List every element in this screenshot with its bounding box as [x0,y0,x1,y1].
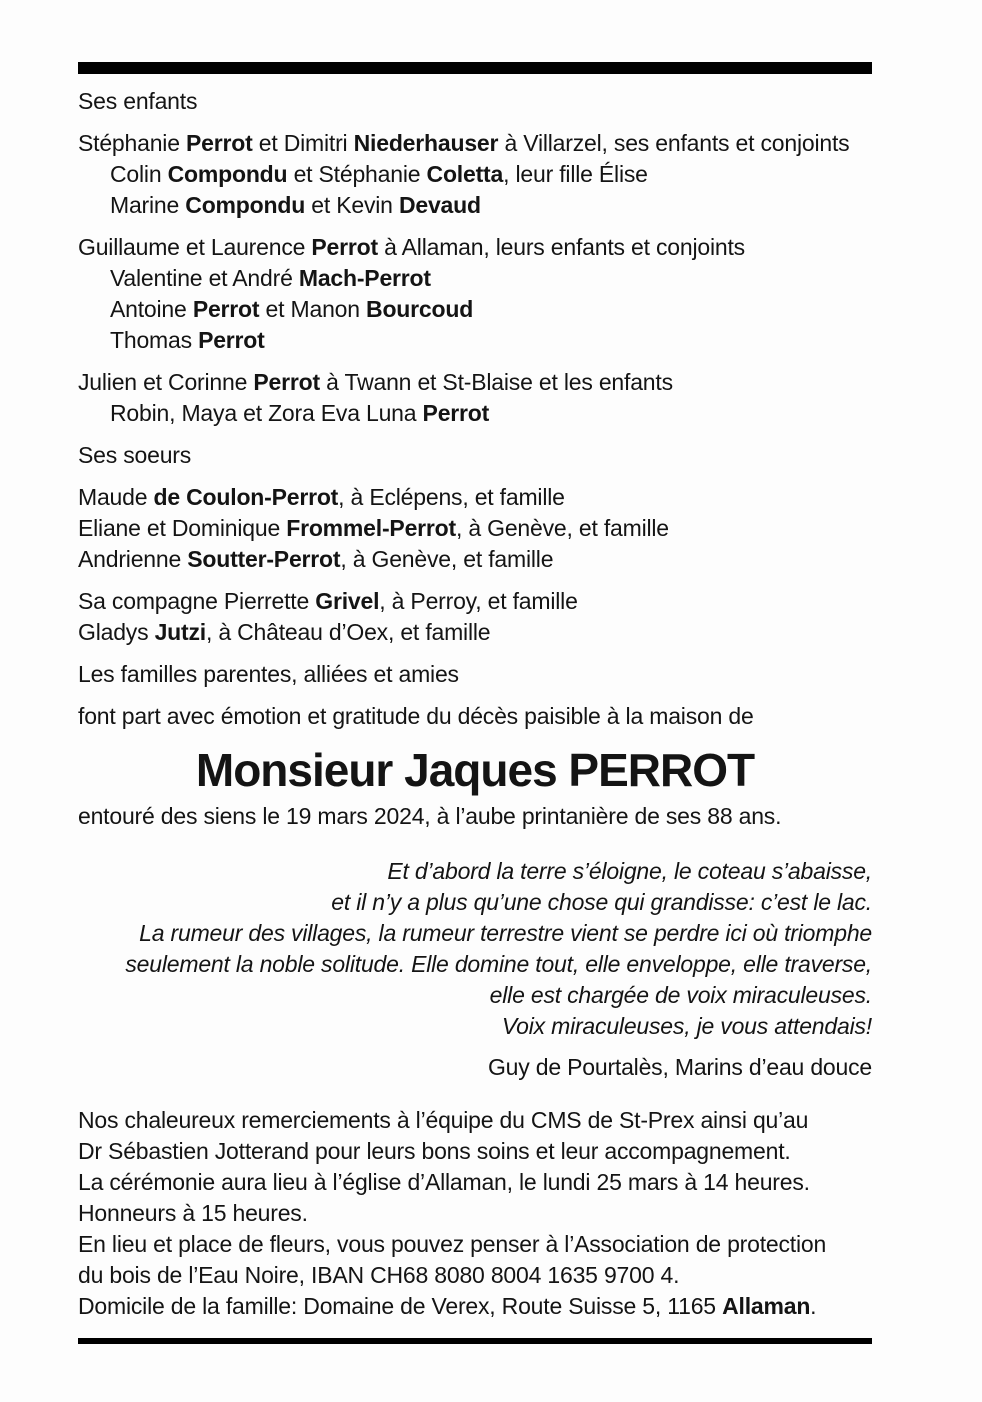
bottom-rule [78,1338,872,1344]
text-line: seulement la noble solitude. Elle domine tout, elle enveloppe, elle traverse, [125,951,872,977]
sisters-paragraph [78,482,872,575]
top-rule [78,62,872,74]
text-line: Julien et Corinne Perrot à Twann et St-Blaise et les enfants [78,369,673,395]
text-line: Valentine et André Mach-Perrot [110,265,431,291]
family-julien-paragraph [78,367,872,429]
children-heading [78,86,872,117]
announcement-line [78,701,872,732]
text-line: Nos chaleureux remerciements à l’équipe du CMS de St-Prex ainsi qu’au [78,1107,809,1133]
text-line: Ses soeurs [78,442,192,468]
text-line: La rumeur des villages, la rumeur terrestre vient se perdre ici où triomphe [139,920,872,946]
text-line: Ses enfants [78,88,198,114]
deceased-name-title: Monsieur Jaques PERROT [195,744,755,796]
poem-quote [78,856,872,1042]
text-line: du bois de l’Eau Noire, IBAN CH68 8080 8004 1635 9700 4. [78,1262,680,1288]
text-line: Guillaume et Laurence Perrot à Allaman, leurs enfants et conjoints [78,234,745,260]
text-line: Eliane et Dominique Frommel-Perrot, à Genève, et famille [78,515,669,541]
text-line: entouré des siens le 19 mars 2024, à l’aube printanière de ses 88 ans. [78,803,782,829]
text-line: et il n’y a plus qu’une chose qui grandisse: c’est le lac. [331,889,872,915]
text-line: La cérémonie aura lieu à l’église d’Allaman, le lundi 25 mars à 14 heures. [78,1169,810,1195]
text-line: Guy de Pourtalès, Marins d’eau douce [487,1054,872,1080]
text-line: Maude de Coulon-Perrot, à Eclépens, et famille [78,484,565,510]
thanks-and-ceremony-paragraph [78,1105,872,1322]
families-line [78,659,872,690]
text-line: Colin Compondu et Stéphanie Coletta, leur fille Élise [110,161,648,187]
text-line: Antoine Perrot et Manon Bourcoud [110,296,474,322]
text-line: Gladys Jutzi, à Château d’Oex, et famille [78,619,491,645]
text-line: Thomas Perrot [110,327,265,353]
poem-attribution [78,1052,872,1083]
text-line: Stéphanie Perrot et Dimitri Niederhauser à Villarzel, ses enfants et conjoints [78,130,850,156]
text-line: font part avec émotion et gratitude du décès paisible à la maison de [78,703,754,729]
text-line: Sa compagne Pierrette Grivel, à Perroy, et famille [78,588,578,614]
text-line: Les familles parentes, alliées et amies [78,661,459,687]
family-stephanie-paragraph [78,128,872,221]
text-line: Domicile de la famille: Domaine de Verex, Route Suisse 5, 1165 Allaman. [78,1293,817,1319]
text-line: Voix miraculeuses, je vous attendais! [501,1013,872,1039]
text-line: Honneurs à 15 heures. [78,1200,308,1226]
text-line: Andrienne Soutter-Perrot, à Genève, et famille [78,546,554,572]
companion-paragraph [78,586,872,648]
text-line: elle est chargée de voix miraculeuses. [489,982,872,1008]
text-line: Robin, Maya et Zora Eva Luna Perrot [110,400,490,426]
text-line: Et d’abord la terre s’éloigne, le coteau s’abaisse, [387,858,872,884]
death-details-line [78,801,872,832]
sisters-heading [78,440,872,471]
family-guillaume-paragraph [78,232,872,356]
text-line: Dr Sébastien Jotterand pour leurs bons soins et leur accompagnement. [78,1138,791,1164]
text-line: Marine Compondu et Kevin Devaud [110,192,481,218]
text-line: En lieu et place de fleurs, vous pouvez penser à l’Association de protection [78,1231,827,1257]
